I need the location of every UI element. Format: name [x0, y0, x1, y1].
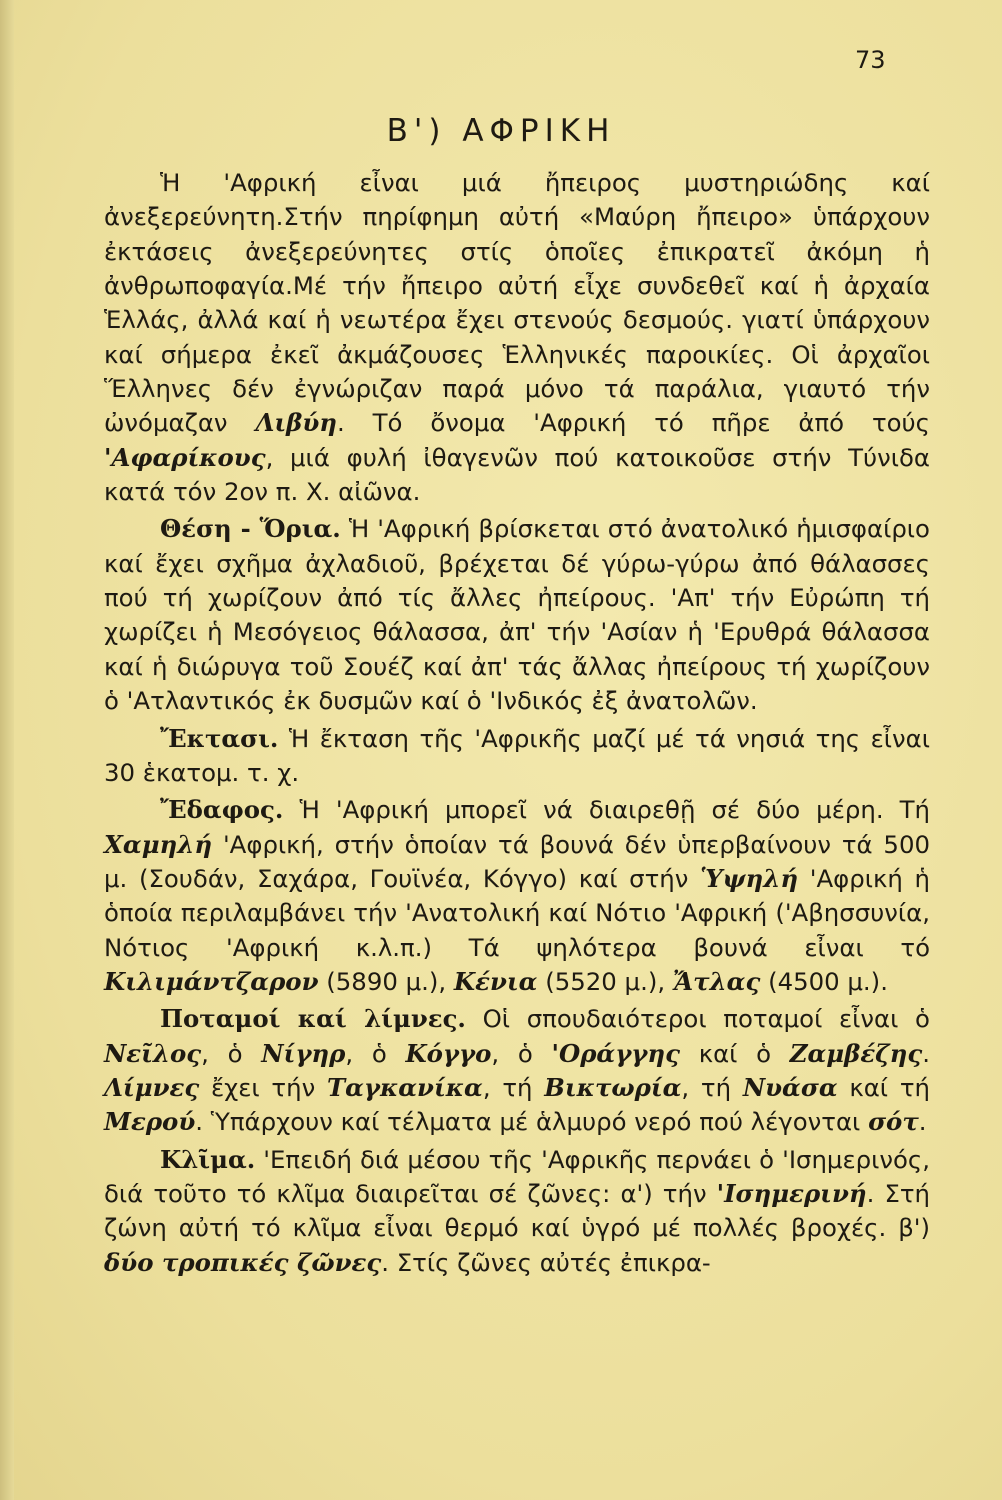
rivers-text-5: καί ὁ	[698, 1038, 772, 1068]
climate-text-2: . Στή ζώνη αὐτή τό κλῖμα εἶναι θερμό καί ὑγρό μέ πολλές βροχές. β')	[104, 1178, 931, 1243]
rivers-text-12: .	[918, 1107, 927, 1137]
rivers-text-4: , ὁ	[491, 1038, 533, 1068]
heading-climate: Κλῖμα.	[160, 1144, 256, 1174]
term-kenya: Κένια	[453, 966, 538, 996]
page-spine-shadow	[0, 0, 14, 1500]
paragraph-terrain	[104, 793, 930, 999]
term-congo: Κόγγο	[405, 1038, 492, 1068]
heading-terrain: Ἔδαφος.	[160, 795, 284, 825]
paragraph-rivers	[104, 1002, 930, 1139]
term-tropical-zones: δύο τροπικές ζῶνες	[104, 1247, 382, 1277]
chapter-title: Β') ΑΦΡΙΚΗ	[386, 113, 616, 149]
terrain-text-6: (4500 μ.).	[768, 966, 888, 996]
climate-text-1: 'Επειδή διά μέσου τῆς 'Αφρικῆς περνάει ὁ 'Ισημερινός, διά τοῦτο τό κλῖμα διαιρεῖται σέ ζῶνες: α') τήν	[104, 1144, 930, 1208]
term-lakes: Λίμνες	[104, 1072, 200, 1102]
heading-position: Θέση - Ὅρια.	[160, 514, 341, 544]
intro-text-1: Ἡ 'Αφρική εἶναι μιά ἤπειρος μυστηριώδης καί ἀνεξερεύνητη.Στήν πηρίφημη αὐτή «Μαύρη ἤπειρο» ὑπάρχουν ἐκτάσεις ἀνεξερεύνητες στίς ὁποῖες ἐπικρατεῖ ἀκόμη ἡ ἀνθρωποφαγία.Μέ τήν ἤπειρο αὐτή εἶχε συνδεθεῖ καί ἡ ἀρχαία Ἑλλάς, ἀλλά καί ἡ νεωτέρα ἔχει στενούς δεσμούς. γιατί ὑπάρχουν καί σήμερα ἐκεῖ ἀκμάζουσες Ἑλληνικές παροικίες. Οἱ ἀρχαῖοι Ἕλληνες δέν ἐγνώριζαν παρά μόνο τά παράλια, γιαυτό τήν ὠνόμαζαν	[104, 168, 930, 438]
term-low-africa: Χαμηλή	[104, 829, 213, 859]
terrain-text-5: (5520 μ.),	[545, 966, 666, 996]
terrain-text-3: 'Αφρική ἡ ὁποία περιλαμβάνει τήν 'Ανατολική καί Νότιο 'Αφρική ('Αβησσυνία, Νότιος 'Αφρική κ.λ.π.) Τά ψηλότερα βουνά εἶναι τό	[104, 863, 930, 962]
term-equatorial: 'Ισημερινή	[716, 1178, 867, 1208]
terrain-text-2: 'Αφρική, στήν ὁποίαν τά βουνά δέν ὑπερβαίνουν τά 500 μ. (Σουδάν, Σαχάρα, Γουϊνέα, Κόγγο) καί στήν	[104, 829, 930, 893]
term-libya: Λιβύη	[255, 408, 338, 438]
term-victoria: Βικτωρία	[544, 1072, 682, 1102]
term-kilimanjaro: Κιλιμάντζαρον	[104, 966, 319, 996]
intro-text-3: , μιά φυλή ἰθαγενῶν πού κατοικοῦσε στήν Τύνιδα κατά τόν 2ον π. Χ. αἰῶνα.	[104, 442, 930, 507]
paragraph-climate	[104, 1143, 930, 1280]
rivers-text-9: , τή	[681, 1072, 732, 1102]
paragraph-intro	[104, 166, 930, 509]
page-number: 73	[855, 46, 886, 74]
heading-extent: Ἔκτασι.	[160, 723, 279, 753]
rivers-text-3: , ὁ	[345, 1038, 387, 1068]
position-text: Ἡ 'Αφρική βρίσκεται στό ἀνατολικό ἡμισφαίριο καί ἔχει σχῆμα ἀχλαδιοῦ, βρέχεται δέ γύρω-γύρω ἀπό θάλασσες πού τή χωρίζουν ἀπό τίς ἄλλες ἠπείρους. 'Απ' τήν Εὐρώπη τή χωρίζει ἡ Μεσόγειος θάλασσα, ἀπ' τήν 'Ασίαν ἡ 'Ερυθρά θάλασσα καί ἡ διώρυγα τοῦ Σουέζ καί ἀπ' τάς ἄλλας ἠπείρους τή χωρίζουν ὁ 'Ατλαντικός ἐκ δυσμῶν καί ὁ 'Ινδικός ἐξ ἀνατολῶν.	[104, 514, 930, 716]
rivers-text-7: ἔχει τήν	[210, 1072, 316, 1102]
term-zambezi: Ζαμβέζης	[789, 1038, 923, 1068]
body-text	[104, 166, 930, 1280]
heading-rivers: Ποταμοί καί λίμνες.	[160, 1004, 466, 1034]
term-nile: Νεῖλος	[104, 1038, 202, 1068]
rivers-text-6: .	[922, 1038, 930, 1068]
term-orange: 'Οράγγης	[551, 1038, 680, 1068]
term-nyasa: Νυάσα	[742, 1072, 838, 1102]
terrain-text-4: (5890 μ.),	[326, 966, 447, 996]
rivers-text-11: . Ὑπάρχουν καί τέλματα μέ ἁλμυρό νερό πού λέγονται	[195, 1107, 861, 1137]
terrain-text-1: Ἡ 'Αφρική μπορεῖ νά διαιρεθῇ σέ δύο μέρη. Τή	[299, 795, 930, 825]
rivers-text-1: Οἱ σπουδαιότεροι ποταμοί εἶναι ὁ	[482, 1004, 930, 1034]
term-afarikous: 'Αφαρίκους	[104, 442, 266, 472]
term-high-africa: Ὑψηλή	[700, 863, 799, 893]
climate-text-3: . Στίς ζῶνες αὐτές ἐπικρα-	[381, 1247, 711, 1277]
term-tanganyika: Ταγκανίκα	[326, 1072, 483, 1102]
rivers-text-8: , τή	[482, 1072, 533, 1102]
term-atlas: Ἄτλας	[672, 966, 761, 996]
rivers-text-10: καί τή	[849, 1072, 930, 1102]
rivers-text-2: , ὁ	[201, 1038, 243, 1068]
term-merou: Μερού	[104, 1107, 196, 1137]
paragraph-extent	[104, 722, 930, 791]
intro-text-2: . Τό ὄνομα 'Αφρική τό πῆρε ἀπό τούς	[337, 408, 930, 438]
term-niger: Νίγηρ	[261, 1038, 346, 1068]
paragraph-position	[104, 512, 930, 718]
extent-text: Ἡ ἔκταση τῆς 'Αφρικῆς μαζί μέ τά νησιά της εἶναι 30 ἑκατομ. τ. χ.	[104, 723, 930, 787]
term-sot: σότ	[868, 1107, 919, 1137]
